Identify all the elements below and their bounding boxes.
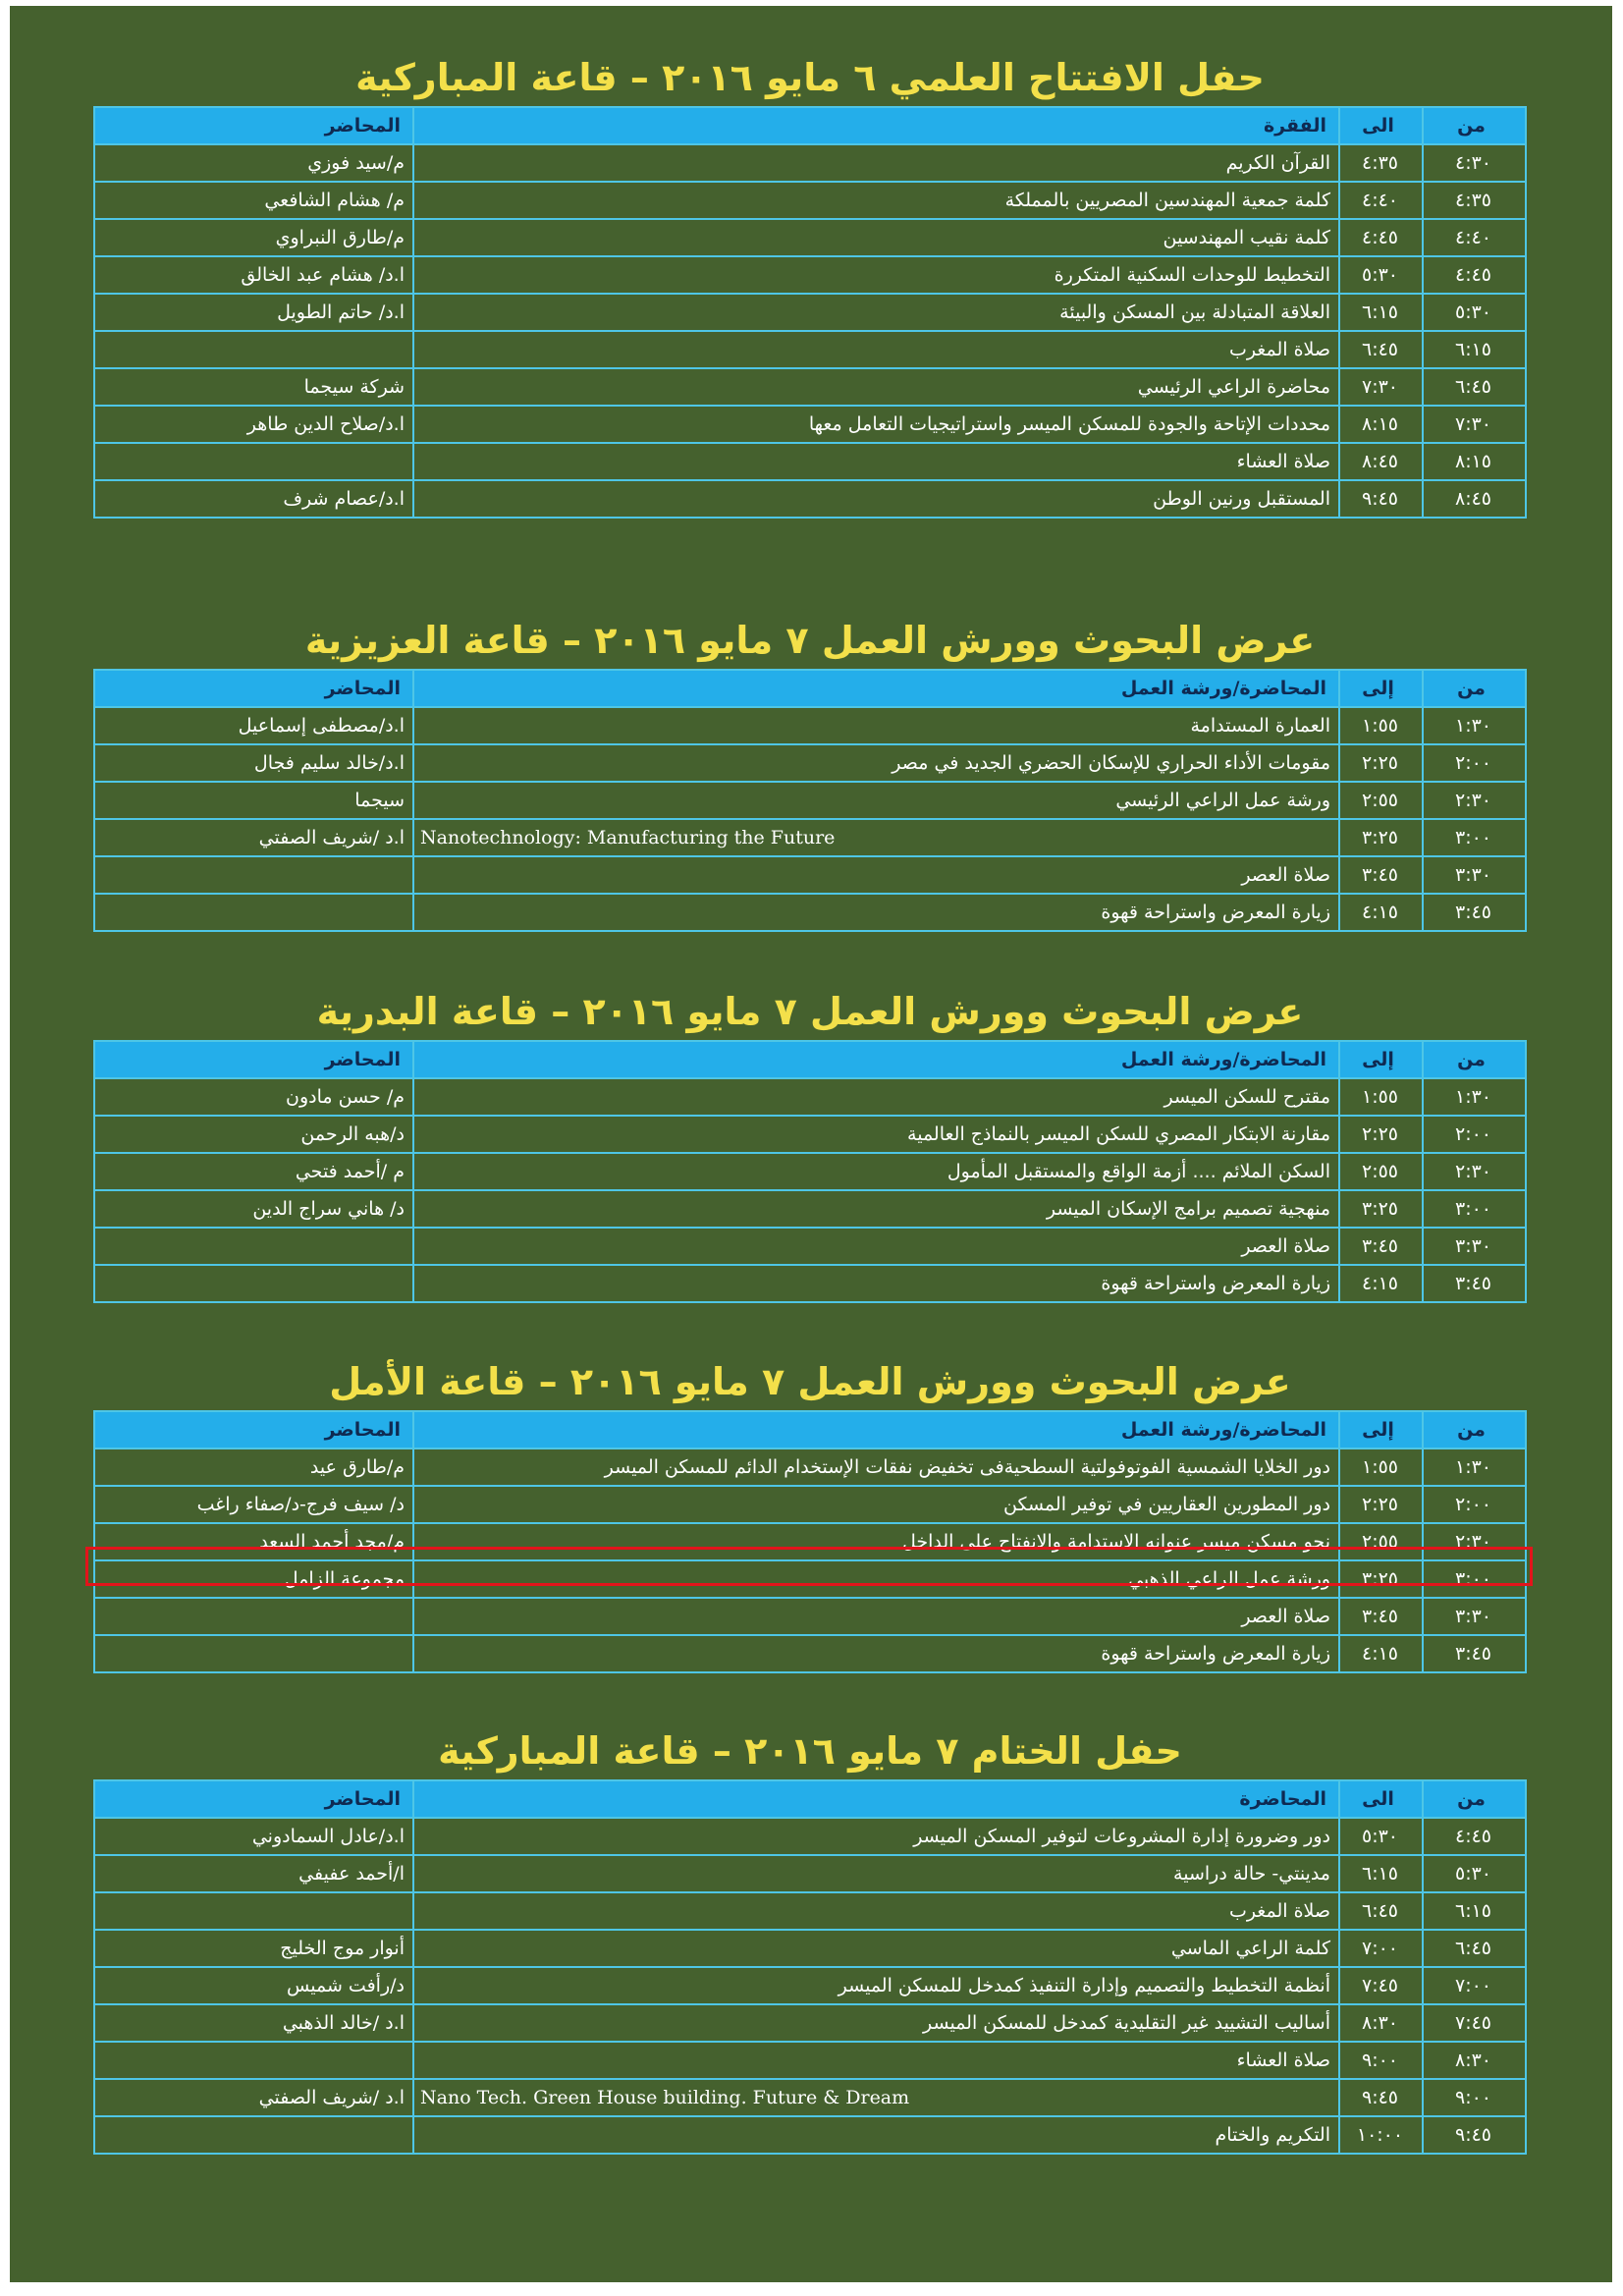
item-title: صلاة العصر [413,1228,1339,1265]
lecturer-name: ا.د /شريف الصفتي [94,2079,413,2116]
item-title: ورشة عمل الراعي الرئيسي [413,782,1339,819]
lecturer-name [94,2116,413,2154]
table-row [94,144,1526,182]
item-title: التخطيط للوحدات السكنية المتكررة [413,256,1339,294]
schedule-table [93,1040,1527,1303]
header-from: من [1423,1780,1526,1818]
time-from: ٣:٠٠ [1423,1190,1526,1228]
time-from: ٩:٤٥ [1423,2116,1526,2154]
table-row [94,1855,1526,1892]
time-from: ٤:٤٥ [1423,256,1526,294]
time-from: ٤:٣٠ [1423,144,1526,182]
time-to: ١:٥٥ [1339,707,1423,744]
table-row [94,1598,1526,1635]
item-title: كلمة نقيب المهندسين [413,219,1339,256]
table-row [94,443,1526,480]
table-row [94,1153,1526,1190]
item-title: المستقبل ورنين الوطن [413,480,1339,518]
header-lecturer: المحاضر [94,107,413,144]
table-row [94,856,1526,894]
item-title: زيارة المعرض واستراحة قهوة [413,894,1339,931]
table-row [94,1449,1526,1486]
item-title: محددات الإتاحة والجودة للمسكن الميسر واستراتيجيات التعامل معها [413,406,1339,443]
lecturer-name [94,1635,413,1672]
time-from: ٣:٠٠ [1423,819,1526,856]
item-title: مقارنة الابتكار المصري للسكن الميسر بالنماذج العالمية [413,1116,1339,1153]
time-to: ١٠:٠٠ [1339,2116,1423,2154]
lecturer-name: د/هبه الرحمن [94,1116,413,1153]
header-to: الى [1339,1780,1423,1818]
table-row [94,256,1526,294]
time-to: ٩:٠٠ [1339,2042,1423,2079]
table-row [94,744,1526,782]
item-title: منهجية تصميم برامج الإسكان الميسر [413,1190,1339,1228]
lecturer-name [94,1892,413,1930]
lecturer-name: شركة سيجما [94,368,413,406]
time-from: ٨:٤٥ [1423,480,1526,518]
lecturer-name: ا.د/عادل السمادوني [94,1818,413,1855]
table-row-highlighted [94,1523,1526,1560]
time-from: ٧:٣٠ [1423,406,1526,443]
item-title: صلاة العشاء [413,443,1339,480]
section-amal-hall [88,1353,1532,1673]
lecturer-name: م/طارق النبراوي [94,219,413,256]
time-from: ٧:٤٥ [1423,2004,1526,2042]
lecturer-name: د/ هاني سراج الدين [94,1190,413,1228]
time-from: ٣:٤٥ [1423,1635,1526,1672]
item-title: العمارة المستدامة [413,707,1339,744]
time-to: ٨:٤٥ [1339,443,1423,480]
time-to: ٦:١٥ [1339,1855,1423,1892]
time-to: ٣:٤٥ [1339,1598,1423,1635]
time-to: ٢:٢٥ [1339,744,1423,782]
time-to: ٢:٥٥ [1339,1523,1423,1560]
table-row [94,1228,1526,1265]
lecturer-name [94,2042,413,2079]
header-lecturer: المحاضر [94,1780,413,1818]
section-opening-ceremony [88,49,1532,519]
time-to: ١:٥٥ [1339,1078,1423,1116]
lecturer-name: سيجما [94,782,413,819]
table-row [94,1967,1526,2004]
lecturer-name [94,1598,413,1635]
table-row [94,2042,1526,2079]
lecturer-name: ا.د/عصام شرف [94,480,413,518]
lecturer-name [94,331,413,368]
time-from: ٣:٤٥ [1423,894,1526,931]
header-item: المحاضرة [413,1780,1339,1818]
time-from: ٢:٠٠ [1423,1116,1526,1153]
header-lecturer: المحاضر [94,670,413,707]
item-title: السكن الملائم .... أزمة الواقع والمستقبل المأمول [413,1153,1339,1190]
header-from: من [1423,670,1526,707]
time-from: ٧:٠٠ [1423,1967,1526,2004]
item-title: صلاة المغرب [413,331,1339,368]
item-title: كلمة الراعي الماسي [413,1930,1339,1967]
table-row [94,1818,1526,1855]
time-to: ٣:٤٥ [1339,1228,1423,1265]
lecturer-name: م/ حسن مادون [94,1078,413,1116]
table-row [94,782,1526,819]
time-to: ٥:٣٠ [1339,256,1423,294]
lecturer-name: م/سيد فوزي [94,144,413,182]
lecturer-name: د/ سيف فرج-د/صفاء راغب [94,1486,413,1523]
header-lecturer: المحاضر [94,1411,413,1449]
table-row [94,894,1526,931]
time-to: ٩:٤٥ [1339,480,1423,518]
time-from: ٤:٤٥ [1423,1818,1526,1855]
lecturer-name: ا.د/مصطفى إسماعيل [94,707,413,744]
header-to: إلى [1339,1411,1423,1449]
lecturer-name: ا.د/خالد سليم فجال [94,744,413,782]
time-from: ٨:٣٠ [1423,2042,1526,2079]
time-to: ٣:٢٥ [1339,819,1423,856]
time-from: ٣:٤٥ [1423,1265,1526,1302]
header-row [94,670,1526,707]
header-row [94,1041,1526,1078]
schedule-table [93,106,1527,519]
time-to: ٢:٥٥ [1339,782,1423,819]
lecturer-name [94,1228,413,1265]
table-row [94,2079,1526,2116]
header-row [94,107,1526,144]
item-title: دور المطورين العقاريين في توفير المسكن [413,1486,1339,1523]
lecturer-name: مجموعة الزامل [94,1560,413,1598]
lecturer-name [94,1265,413,1302]
time-from: ٢:٣٠ [1423,782,1526,819]
time-from: ٣:٠٠ [1423,1560,1526,1598]
lecturer-name [94,443,413,480]
section-title: عرض البحوث وورش العمل ٧ مايو ٢٠١٦ – قاعة البدرية [316,990,1304,1033]
time-to: ٤:١٥ [1339,1635,1423,1672]
time-to: ١:٥٥ [1339,1449,1423,1486]
time-to: ٣:٤٥ [1339,856,1423,894]
item-title: Nanotechnology: Manufacturing the Future [413,819,1339,856]
time-from: ٢:٣٠ [1423,1523,1526,1560]
header-row [94,1780,1526,1818]
item-title: مقترح للسكن الميسر [413,1078,1339,1116]
section-badriya-hall [88,983,1532,1303]
time-to: ٦:٤٥ [1339,331,1423,368]
time-from: ٨:١٥ [1423,443,1526,480]
time-to: ٣:٢٥ [1339,1560,1423,1598]
header-item: المحاضرة/ورشة العمل [413,1041,1339,1078]
time-from: ٩:٠٠ [1423,2079,1526,2116]
time-from: ١:٣٠ [1423,707,1526,744]
item-title: صلاة العصر [413,1598,1339,1635]
section-closing-ceremony [88,1722,1532,2155]
time-from: ٢:٣٠ [1423,1153,1526,1190]
item-title: دور وضرورة إدارة المشروعات لتوفير المسكن الميسر [413,1818,1339,1855]
time-to: ٥:٣٠ [1339,1818,1423,1855]
time-to: ٤:١٥ [1339,1265,1423,1302]
section-title: حفل الافتتاح العلمي ٦ مايو ٢٠١٦ – قاعة المباركية [355,56,1265,99]
table-row [94,294,1526,331]
time-from: ٤:٣٥ [1423,182,1526,219]
table-row [94,819,1526,856]
time-to: ٧:٤٥ [1339,1967,1423,2004]
program-page [10,6,1612,2282]
table-row [94,2116,1526,2154]
time-from: ٣:٣٠ [1423,856,1526,894]
table-row [94,1892,1526,1930]
time-to: ٤:٤٥ [1339,219,1423,256]
table-row [94,1078,1526,1116]
time-from: ٦:٤٥ [1423,1930,1526,1967]
header-from: من [1423,1411,1526,1449]
time-to: ٧:٣٠ [1339,368,1423,406]
header-item: المحاضرة/ورشة العمل [413,670,1339,707]
table-row [94,1560,1526,1598]
time-from: ٣:٣٠ [1423,1228,1526,1265]
section-title: عرض البحوث وورش العمل ٧ مايو ٢٠١٦ – قاعة العزيزية [304,619,1316,662]
time-from: ٦:١٥ [1423,1892,1526,1930]
header-from: من [1423,1041,1526,1078]
time-from: ٣:٣٠ [1423,1598,1526,1635]
lecturer-name: ا.د /خالد الذهبي [94,2004,413,2042]
table-row [94,182,1526,219]
item-title: أساليب التشييد غير التقليدية كمدخل للمسكن الميسر [413,2004,1339,2042]
header-item: الفقرة [413,107,1339,144]
table-row [94,406,1526,443]
item-title: نحو مسكن ميسر عنوانه الاستدامة والانفتاح على الداخل [413,1523,1339,1560]
time-from: ٤:٤٠ [1423,219,1526,256]
time-to: ٤:١٥ [1339,894,1423,931]
item-title: أنظمة التخطيط والتصميم وإدارة التنفيذ كمدخل للمسكن الميسر [413,1967,1339,2004]
lecturer-name: د/رأفت شميس [94,1967,413,2004]
time-from: ٢:٠٠ [1423,1486,1526,1523]
lecturer-name: ا.د/ حاتم الطويل [94,294,413,331]
header-from: من [1423,107,1526,144]
item-title: العلاقة المتبادلة بين المسكن والبيئة [413,294,1339,331]
time-from: ٥:٣٠ [1423,294,1526,331]
time-to: ٨:١٥ [1339,406,1423,443]
time-to: ٧:٠٠ [1339,1930,1423,1967]
table-row [94,1635,1526,1672]
time-from: ٢:٠٠ [1423,744,1526,782]
time-from: ٦:١٥ [1423,331,1526,368]
table-row [94,1930,1526,1967]
item-title: Nano Tech. Green House building. Future & Dream [413,2079,1339,2116]
table-row [94,1265,1526,1302]
item-title: زيارة المعرض واستراحة قهوة [413,1265,1339,1302]
time-from: ٦:٤٥ [1423,368,1526,406]
item-title: مقومات الأداء الحراري للإسكان الحضري الجديد في مصر [413,744,1339,782]
lecturer-name [94,894,413,931]
item-title: ورشة عمل الراعي الذهبي [413,1560,1339,1598]
header-item: المحاضرة/ورشة العمل [413,1411,1339,1449]
table-row [94,480,1526,518]
table-row [94,219,1526,256]
lecturer-name: ا.د/صلاح الدين طاهر [94,406,413,443]
time-to: ٨:٣٠ [1339,2004,1423,2042]
lecturer-name [94,856,413,894]
time-to: ٩:٤٥ [1339,2079,1423,2116]
table-row [94,368,1526,406]
time-to: ٢:٢٥ [1339,1116,1423,1153]
lecturer-name: م/ هشام الشافعي [94,182,413,219]
lecturer-name: م/طارق عيد [94,1449,413,1486]
lecturer-name: ا.د /شريف الصفتي [94,819,413,856]
header-to: إلى [1339,670,1423,707]
item-title: صلاة المغرب [413,1892,1339,1930]
time-to: ٦:١٥ [1339,294,1423,331]
lecturer-name: ا.د/ هشام عبد الخالق [94,256,413,294]
header-to: إلى [1339,1041,1423,1078]
section-title: حفل الختام ٧ مايو ٢٠١٦ – قاعة المباركية [438,1729,1182,1773]
table-row [94,1190,1526,1228]
schedule-table [93,1410,1527,1673]
item-title: دور الخلايا الشمسية الفوتوفولتية السطحيةفى تخفيض نفقات الإستخدام الدائم للمسكن الميسر [413,1449,1339,1486]
table-row [94,1116,1526,1153]
time-to: ٤:٣٥ [1339,144,1423,182]
schedule-table [93,669,1527,932]
lecturer-name: م/مجد أحمد السعد [94,1523,413,1560]
item-title: محاضرة الراعي الرئيسي [413,368,1339,406]
section-aziziya-hall [88,612,1532,932]
header-row [94,1411,1526,1449]
time-to: ٦:٤٥ [1339,1892,1423,1930]
item-title: التكريم والختام [413,2116,1339,2154]
section-title: عرض البحوث وورش العمل ٧ مايو ٢٠١٦ – قاعة الأمل [329,1360,1291,1403]
item-title: صلاة العصر [413,856,1339,894]
lecturer-name: ا/أحمد عفيفي [94,1855,413,1892]
table-row [94,2004,1526,2042]
lecturer-name: م /أحمد فتحي [94,1153,413,1190]
item-title: صلاة العشاء [413,2042,1339,2079]
header-to: الى [1339,107,1423,144]
table-row [94,1486,1526,1523]
time-to: ٣:٢٥ [1339,1190,1423,1228]
time-to: ٢:٢٥ [1339,1486,1423,1523]
time-from: ١:٣٠ [1423,1078,1526,1116]
time-to: ٤:٤٠ [1339,182,1423,219]
time-from: ٥:٣٠ [1423,1855,1526,1892]
header-lecturer: المحاضر [94,1041,413,1078]
schedule-table [93,1779,1527,2155]
item-title: زيارة المعرض واستراحة قهوة [413,1635,1339,1672]
table-row [94,707,1526,744]
item-title: القرآن الكريم [413,144,1339,182]
time-from: ١:٣٠ [1423,1449,1526,1486]
item-title: مدينتي- حالة دراسية [413,1855,1339,1892]
table-row [94,331,1526,368]
lecturer-name: أنوار موج الخليج [94,1930,413,1967]
time-to: ٢:٥٥ [1339,1153,1423,1190]
item-title: كلمة جمعية المهندسين المصريين بالمملكة [413,182,1339,219]
